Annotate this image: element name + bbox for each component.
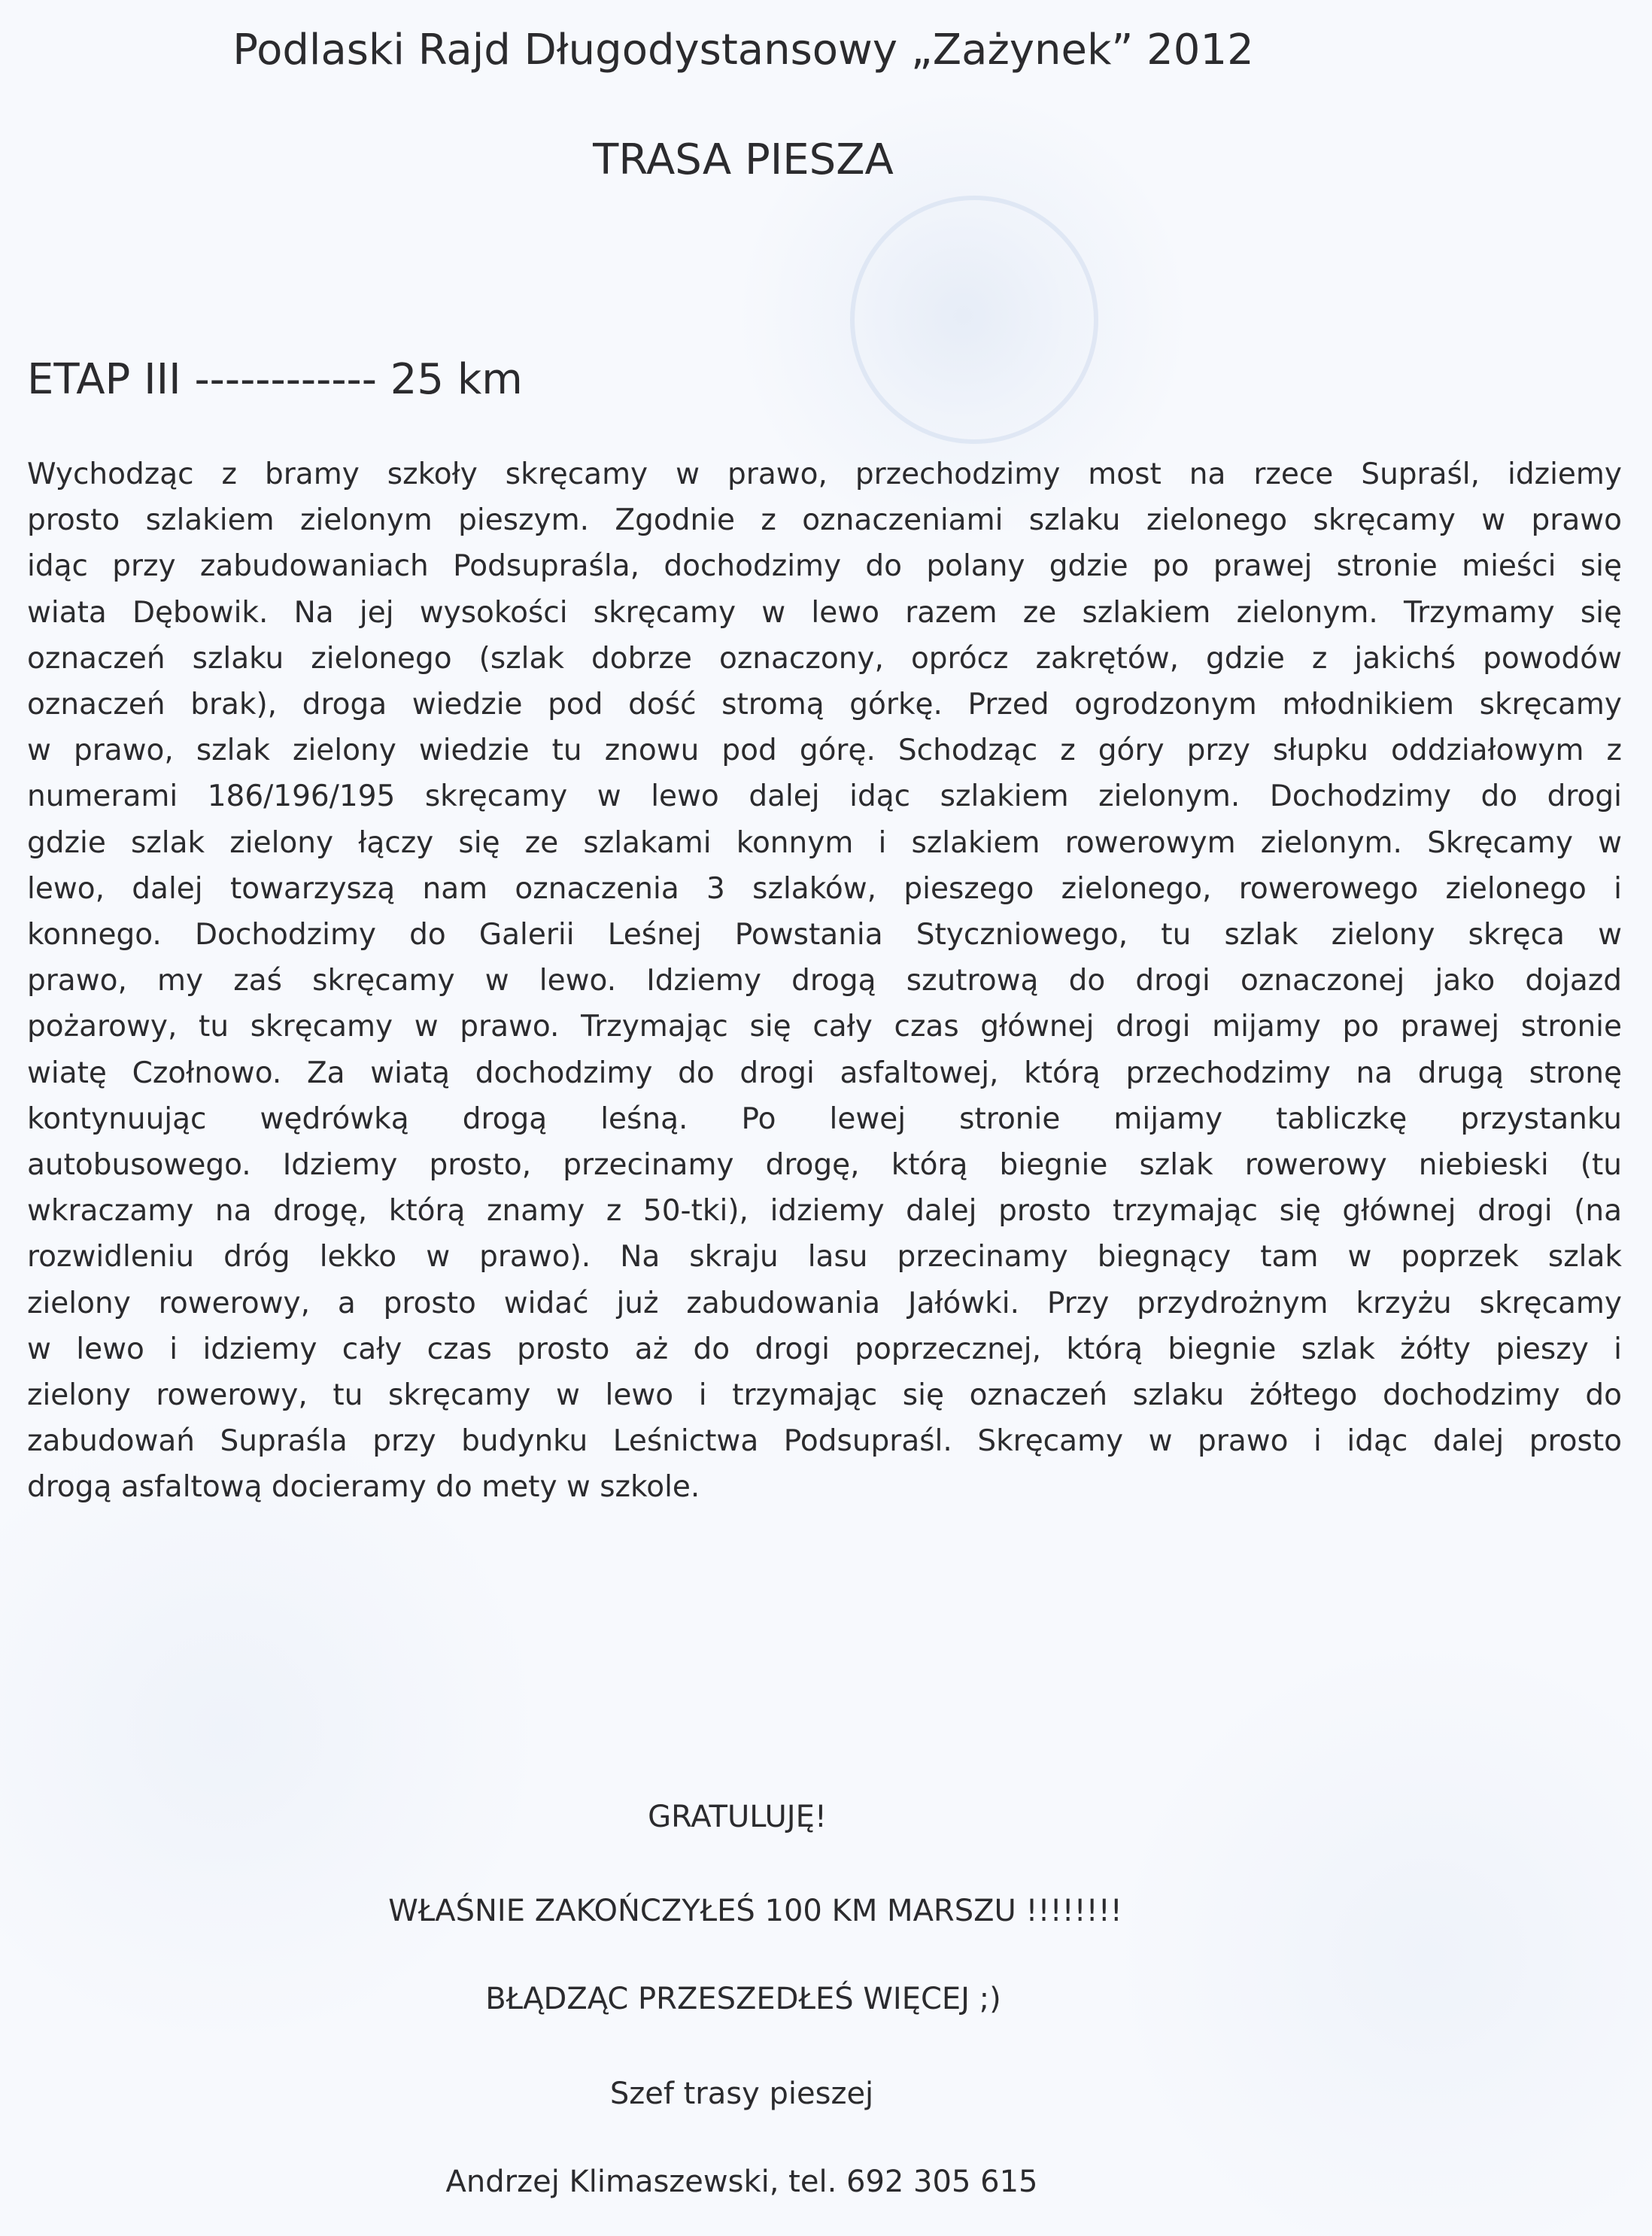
description-line: prawo, my zaś skręcamy w lewo. Idziemy drogą szutrową do drogi oznaczonej jako dojazd [27, 964, 1622, 998]
description-line: gdzie szlak zielony łączy się ze szlakami konnym i szlakiem rowerowym zielonym. Skręcamy w [27, 825, 1622, 860]
description-line: w prawo, szlak zielony wiedzie tu znowu pod górę. Schodząc z góry przy słupku oddziałowym z [27, 734, 1622, 768]
document-title: Podlaski Rajd Długodystansowy „Zażynek” 2012 [232, 26, 1254, 74]
stage-heading: ETAP III ------------ 25 km [27, 355, 523, 404]
description-line: zielony rowerowy, a prosto widać już zabudowania Jałówki. Przy przydrożnym krzyżu skręcamy [27, 1286, 1622, 1320]
description-line: wiatę Czołnowo. Za wiatą dochodzimy do drogi asfaltowej, którą przechodzimy na drugą stronę [27, 1056, 1622, 1090]
description-line: wkraczamy na drogę, którą znamy z 50-tki), idziemy dalej prosto trzymając się głównej drogi (na [27, 1194, 1622, 1229]
description-line: w lewo i idziemy cały czas prosto aż do drogi poprzecznej, którą biegnie szlak żółty pieszy i [27, 1332, 1622, 1366]
extra-distance-text: BŁĄDZĄC PRZESZEDŁEŚ WIĘCEJ ;) [485, 1982, 1001, 2016]
description-line: oznaczeń brak), droga wiedzie pod dość stromą górkę. Przed ogrodzonym młodnikiem skręcamy [27, 688, 1622, 722]
description-line: lewo, dalej towarzyszą nam oznaczenia 3 szlaków, pieszego zielonego, rowerowego zielonego i [27, 871, 1622, 906]
description-line: zielony rowerowy, tu skręcamy w lewo i trzymając się oznaczeń szlaku żółtego dochodzimy do [27, 1378, 1622, 1413]
description-line: rozwidleniu dróg lekko w prawo). Na skraju lasu przecinamy biegnący tam w poprzek szlak [27, 1240, 1622, 1274]
description-line: konnego. Dochodzimy do Galerii Leśnej Powstania Styczniowego, tu szlak zielony skręca w [27, 918, 1622, 952]
finished-text: WŁAŚNIE ZAKOŃCZYŁEŚ 100 KM MARSZU !!!!!!!! [388, 1894, 1122, 1928]
author-role: Szef trasy pieszej [609, 2077, 874, 2111]
faded-stamp [850, 196, 1098, 444]
description-line: idąc przy zabudowaniach Podsupraśla, dochodzimy do polany gdzie po prawej stronie mieści się [27, 549, 1622, 584]
description-line: autobusowego. Idziemy prosto, przecinamy drogę, którą biegnie szlak rowerowy niebieski (tu [27, 1148, 1622, 1183]
route-description [27, 451, 1622, 1511]
document-subtitle: TRASA PIESZA [593, 135, 894, 184]
description-line: prosto szlakiem zielonym pieszym. Zgodnie z oznaczeniami szlaku zielonego skręcamy w prawo [27, 503, 1622, 538]
description-line: numerami 186/196/195 skręcamy w lewo dalej idąc szlakiem zielonym. Dochodzimy do drogi [27, 779, 1622, 814]
author-signature: Andrzej Klimaszewski, tel. 692 305 615 [445, 2165, 1038, 2199]
description-line: pożarowy, tu skręcamy w prawo. Trzymając się cały czas głównej drogi mijamy po prawej stronie [27, 1010, 1622, 1044]
congratulations-text: GRATULUJĘ! [648, 1800, 827, 1834]
description-line: kontynuując wędrówką drogą leśną. Po lewej stronie mijamy tabliczkę przystanku [27, 1101, 1622, 1136]
description-line: zabudowań Supraśla przy budynku Leśnictwa Podsupraśl. Skręcamy w prawo i idąc dalej prosto [27, 1424, 1622, 1459]
description-line: Wychodząc z bramy szkoły skręcamy w prawo, przechodzimy most na rzece Supraśl, idziemy [27, 457, 1622, 491]
description-line: oznaczeń szlaku zielonego (szlak dobrze oznaczony, oprócz zakrętów, gdzie z jakichś powodów [27, 641, 1622, 676]
description-line: drogą asfaltową docieramy do mety w szkole. [27, 1470, 700, 1505]
description-line: wiata Dębowik. Na jej wysokości skręcamy w lewo razem ze szlakiem zielonym. Trzymamy się [27, 595, 1622, 630]
